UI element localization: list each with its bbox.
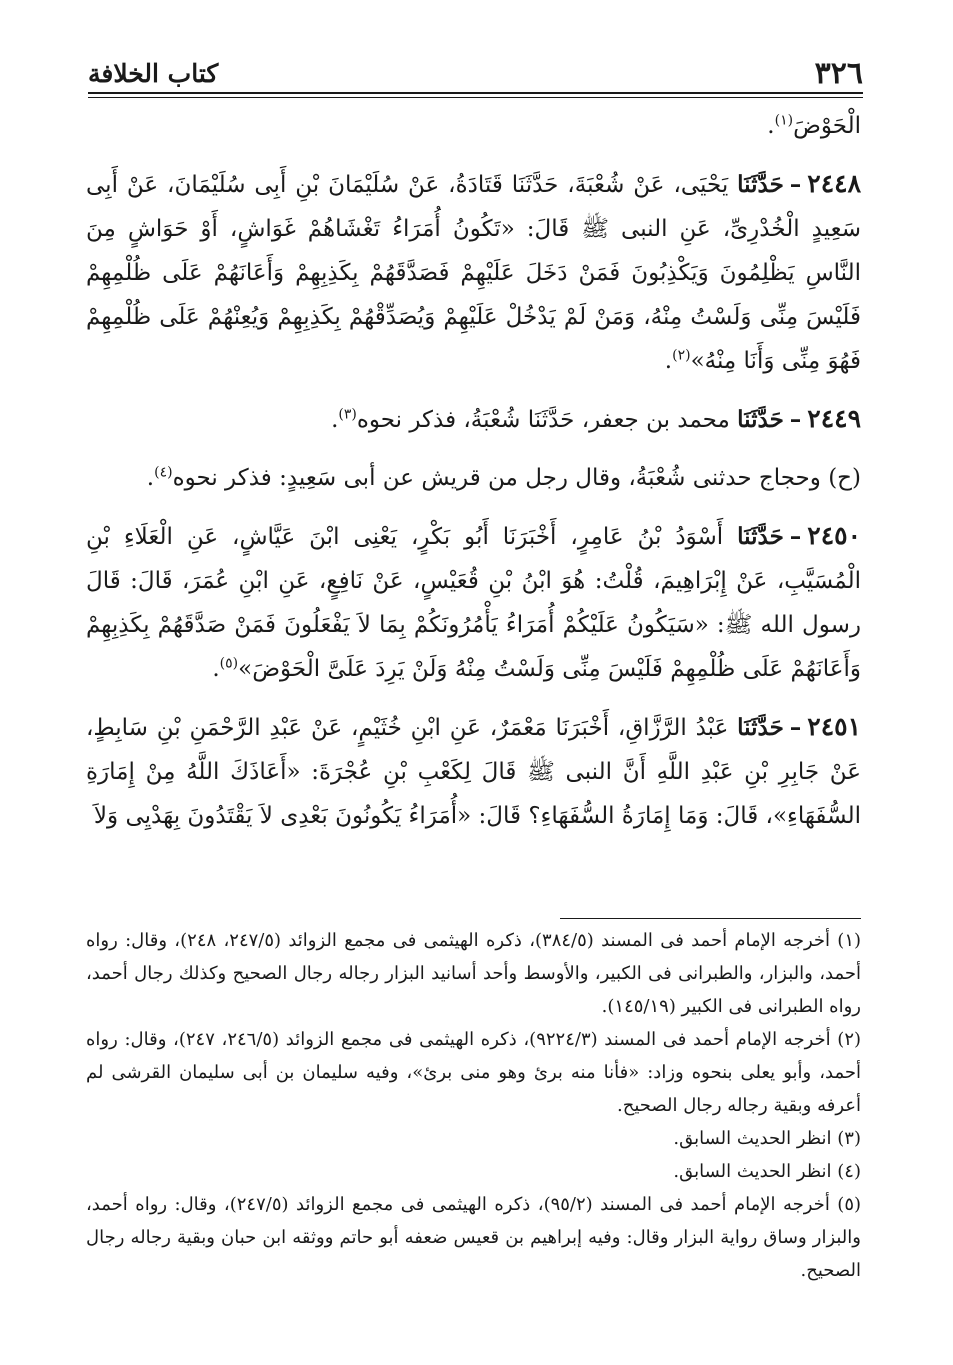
footnote-ref[interactable]: (٣) — [338, 406, 357, 423]
footnote-3: (٣) انظر الحديث السابق. — [673, 1128, 861, 1149]
footnote-ref[interactable]: (٢) — [672, 347, 691, 364]
hadith-2448: ٢٤٤٨–حَدَّثَنَا يَحْيَى، عَنْ شُعْبَةَ، حَدَّثَنَا قَتَادَةُ، عَنْ سُلَيْمَانَ بْنِ أَبِى سُلَيْمَانَ، عَنْ أَبِى سَعِيدٍ الْخُدْرِىِّ، عَنِ النبى ﷺ قَالَ: «تَكُونُ أُمَرَاءُ تَغْشَاهُمْ غَوَاشٍ، أَوْ حَوَاشٍ مِنَ النَّاسِ يَظْلِمُونَ وَيَكْذِبُونَ فَمَنْ دَخَلَ عَلَيْهِمْ فَصَدَّقَهُمْ بِكَذِبِهِمْ وَأَعَانَهُمْ عَلَى ظُلْمِهِمْ فَلَيْسَ مِنِّى وَلَسْتُ مِنْهُ، وَمَنْ لَمْ يَدْخُلْ عَلَيْهِمْ وَيُصَدِّقْهُمْ بِكَذِبِهِمْ وَيُعِنْهُمْ عَلَى ظُلْمِهِمْ فَهُوَ مِنِّى وَأَنَا مِنْهُ»$^{(٢)}$. — [86, 169, 862, 374]
footnote-2: (٢) أخرجه الإمام أحمد فى المسند (٩٢٢٤/٣)، ذكره الهيثمى فى مجمع الزوائد (٢٤٦/٥، ٢٤٧)، وقال: رواه أحمد، وأبو يعلى بنحوه وزاد: «فأنا منه برئ وهو منى برئ»، وفيه سليمان بن أبى سليمان القرشى لم أعرفه وبقية رجاله رجال الصحيح. — [86, 1029, 862, 1116]
hadith-number: ٢٤٤٩ — [807, 404, 861, 433]
footnote-4: (٤) انظر الحديث السابق. — [673, 1161, 861, 1182]
footnote-separator — [560, 918, 861, 919]
footnote-ref[interactable]: (١) — [774, 112, 794, 129]
hadith-text: (ح) وحجاج حدثنى شُعْبَةُ، وقال رجل من قريش عن أبى سَعِيدٍ: فذكر نحوه — [172, 465, 861, 491]
hadith-lead: حَدَّثَنَا — [737, 523, 784, 550]
running-title: كتاب الخلافة — [88, 59, 219, 88]
header-rule — [88, 92, 863, 94]
hadith-text: يَحْيَى، عَنْ شُعْبَةَ، حَدَّثَنَا قَتَادَةُ، عَنْ سُلَيْمَانَ بْنِ أَبِى سُلَيْمَانَ، عَنْ أَبِى سَعِيدٍ الْخُدْرِىِّ، عَنِ النبى ﷺ قَالَ: «تَكُونُ أُمَرَاءُ تَغْشَاهُمْ غَوَاشٍ، أَوْ حَوَاشٍ مِنَ النَّاسِ يَظْلِمُونَ وَيَكْذِبُونَ فَمَنْ دَخَلَ عَلَيْهِمْ فَصَدَّقَهُمْ بِكَذِبِهِمْ وَأَعَانَهُمْ عَلَى ظُلْمِهِمْ فَلَيْسَ مِنِّى وَلَسْتُ مِنْهُ، وَمَنْ لَمْ يَدْخُلْ عَلَيْهِمْ وَيُصَدِّقْهُمْ بِكَذِبِهِمْ وَيُعِنْهُمْ عَلَى ظُلْمِهِمْ فَهُوَ مِنِّى وَأَنَا مِنْهُ» — [86, 172, 861, 374]
footnote-1: (١) أخرجه الإمام أحمد فى المسند (٣٨٤/٥)، ذكره الهيثمى فى مجمع الزوائد (٢٤٧/٥، ٢٤٨)، وقال: رواه أحمد، والبزار، والطبرانى فى الكبير، والأوسط وأحد أسانيد البزار رجاله رجال الصحيح وكذلك رجال أحمد، رواه الطبرانى فى الكبير (١٤٥/١٩). — [86, 930, 862, 1017]
continuation-text: الْحَوْضَ — [793, 113, 861, 139]
hadith-variant: (ح) وحجاج حدثنى شُعْبَةُ، وقال رجل من قريش عن أبى سَعِيدٍ: فذكر نحوه$^{(٤)}$. — [146, 464, 861, 491]
footnote-5: (٥) أخرجه الإمام أحمد فى المسند (٩٥/٢)، ذكره الهيثمى فى مجمع الزوائد (٢٤٧/٥)، وقال: رواه أحمد، والبزار وساق رواية البزار وقال: وفيه إبراهيم بن قعيس ضعفه أبو حاتم ووثقه ابن حبان وبقية رجاله رجال الصحيح. — [86, 1194, 862, 1281]
hadith-text: أَسْوَدُ بْنُ عَامِرٍ، أَخْبَرَنَا أَبُو بَكْرٍ، يَعْنِى ابْنَ عَيَّاشٍ، عَنِ الْعَلَاءِ بْنِ الْمُسَيَّبِ، عَنْ إِبْرَاهِيمَ، قُلْتُ: هُوَ ابْنُ بْنِ قُعَيْسٍ، عَنْ نَافِعٍ، عَنِ ابْنِ عُمَرَ، قَالَ: قَالَ رسول الله ﷺ: «سَيَكُونُ عَلَيْكُمْ أُمَرَاءُ يَأْمُرُونَكُمْ بِمَا لاَ يَفْعَلُونَ فَمَنْ صَدَّقَهُمْ بِكَذِبِهِمْ وَأَعَانَهُمْ عَلَى ظُلْمِهِمْ فَلَيْسَ مِنِّى وَلَسْتُ مِنْهُ وَلَنْ يَرِدَ عَلَىَّ الْحَوْضَ» — [86, 524, 861, 682]
hadith-2449: ٢٤٤٩–حَدَّثَنَا محمد بن جعفر، حَدَّثَنَا شُعْبَةُ، فذكر نحوه$^{(٣)}$. — [331, 404, 861, 433]
hadith-lead: حَدَّثَنَا — [737, 714, 784, 741]
continuation-paragraph: الْحَوْضَ$^{(١)}$. — [767, 112, 861, 139]
hadith-2451: ٢٤٥١–حَدَّثَنَا عَبْدُ الرَّزَّاقِ، أَخْبَرَنَا مَعْمَرٌ، عَنِ ابْنِ خُثَيْمٍ، عَنْ عَبْدِ الرَّحْمَنِ بْنِ سَابِطٍ، عَنْ جَابِرِ بْنِ عَبْدِ اللَّهِ أَنَّ النبى ﷺ قَالَ لِكَعْبِ بْنِ عُجْرَةَ: «أَعَاذَكَ اللَّهُ مِنْ إِمَارَةِ السُّفَهَاءِ»، قَالَ: وَمَا إِمَارَةُ السُّفَهَاءِ؟ قَالَ: «أُمَرَاءُ يَكُونُونَ بَعْدِى لاَ يَقْتَدُونَ بِهَدْيِى وَلاَ — [86, 712, 862, 829]
main-text — [86, 104, 861, 838]
footnotes — [86, 924, 861, 1287]
page-header — [88, 48, 863, 94]
hadith-2450: ٢٤٥٠–حَدَّثَنَا أَسْوَدُ بْنُ عَامِرٍ، أَخْبَرَنَا أَبُو بَكْرٍ، يَعْنِى ابْنَ عَيَّاشٍ، عَنِ الْعَلَاءِ بْنِ الْمُسَيَّبِ، عَنْ إِبْرَاهِيمَ، قُلْتُ: هُوَ ابْنُ بْنِ قُعَيْسٍ، عَنْ نَافِعٍ، عَنِ ابْنِ عُمَرَ، قَالَ: قَالَ رسول الله ﷺ: «سَيَكُونُ عَلَيْكُمْ أُمَرَاءُ يَأْمُرُونَكُمْ بِمَا لاَ يَفْعَلُونَ فَمَنْ صَدَّقَهُمْ بِكَذِبِهِمْ وَأَعَانَهُمْ عَلَى ظُلْمِهِمْ فَلَيْسَ مِنِّى وَلَسْتُ مِنْهُ وَلَنْ يَرِدَ عَلَىَّ الْحَوْضَ»$^{(٥)}$. — [86, 521, 862, 682]
page-number: ٣٢٦ — [814, 56, 863, 91]
header-rule-thin — [88, 97, 863, 98]
hadith-number: ٢٤٥١ — [807, 712, 862, 741]
hadith-number: ٢٤٥٠ — [807, 521, 862, 550]
footnote-ref[interactable]: (٤) — [154, 464, 173, 481]
hadith-lead: حَدَّثَنَا — [737, 171, 784, 198]
hadith-text: محمد بن جعفر، حَدَّثَنَا شُعْبَةُ، فذكر نحوه — [356, 407, 730, 433]
hadith-lead: حَدَّثَنَا — [737, 406, 784, 433]
footnote-ref[interactable]: (٥) — [219, 655, 239, 672]
hadith-number: ٢٤٤٨ — [807, 169, 862, 198]
hadith-text: عَبْدُ الرَّزَّاقِ، أَخْبَرَنَا مَعْمَرٌ، عَنِ ابْنِ خُثَيْمٍ، عَنْ عَبْدِ الرَّحْمَنِ بْنِ سَابِطٍ، عَنْ جَابِرِ بْنِ عَبْدِ اللَّهِ أَنَّ النبى ﷺ قَالَ لِكَعْبِ بْنِ عُجْرَةَ: «أَعَاذَكَ اللَّهُ مِنْ إِمَارَةِ السُّفَهَاءِ»، قَالَ: وَمَا إِمَارَةُ السُّفَهَاءِ؟ قَالَ: «أُمَرَاءُ يَكُونُونَ بَعْدِى لاَ يَقْتَدُونَ بِهَدْيِى وَلاَ — [86, 715, 861, 829]
